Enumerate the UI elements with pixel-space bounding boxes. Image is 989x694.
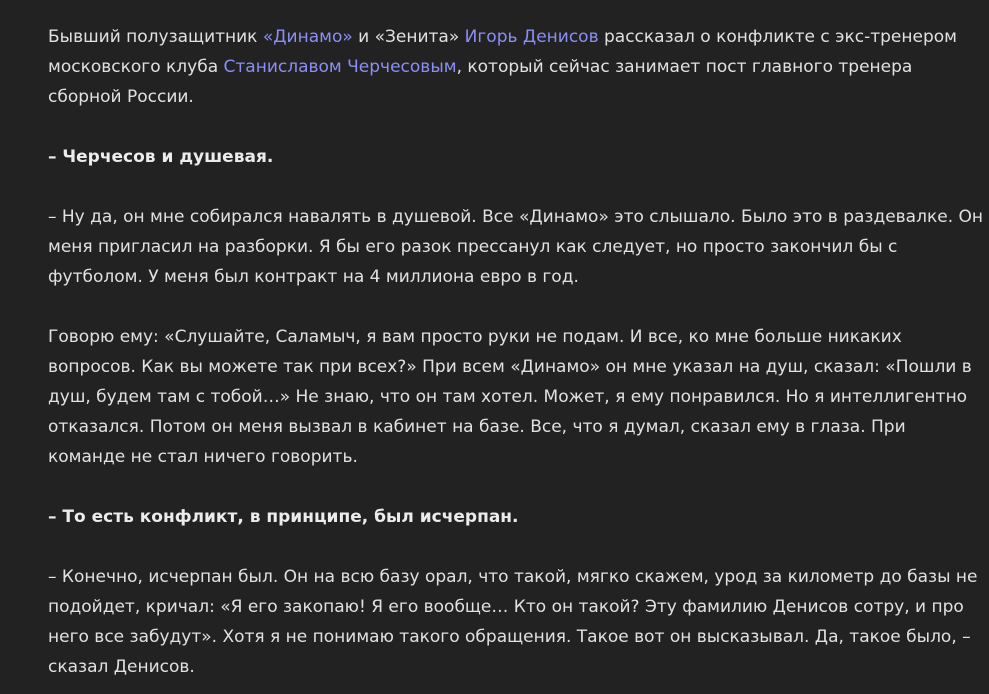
link-igor-denisov[interactable]: Игорь Денисов (464, 27, 599, 47)
intro-text-4: , который сейчас занимает пост главного тренера сборной России. (48, 57, 913, 107)
intro-text-2: и «Зенита» (352, 27, 465, 47)
interview-answer-1: – Ну да, он мне собирался навалять в душевой. Все «Динамо» это слышало. Было это в раздевалке. Он меня пригласил на разборки. Я бы его разок прессанул как следует, но просто закончил бы с футболом. У меня был контракт на 4 миллиона евро в год. (48, 207, 983, 287)
intro-paragraph (48, 22, 983, 112)
interview-question-1: – Черчесов и душевая. (48, 147, 274, 167)
intro-text-3: рассказал о конфликте с экс-тренером московского клуба (48, 27, 957, 77)
intro-text-1: Бывший полузащитник (48, 27, 263, 47)
interview-answer-1-continued: Говорю ему: «Слушайте, Саламыч, я вам просто руки не подам. И все, ко мне больше никаких вопросов. Как вы можете так при всех?» При всем «Динамо» он мне указал на душ, сказал: «Пошли в душ, будем там с тобой…» Не знаю, что он там хотел. Может, я ему понравился. Но я интеллигентно отказался. Потом он меня вызвал в кабинет на базе. Все, что я думал, сказал ему в глаза. При команде не стал ничего говорить. (48, 327, 972, 467)
article-body (48, 22, 983, 682)
interview-answer-2: – Конечно, исчерпан был. Он на всю базу орал, что такой, мягко скажем, урод за километр до базы не подойдет, кричал: «Я его закопаю! Я его вообще… Кто он такой? Эту фамилию Денисов сотру, и про него все забудут». Хотя я не понимаю такого обращения. Такое вот он высказывал. Да, такое было, – сказал Денисов. (48, 567, 978, 677)
link-stanislav-cherchesov[interactable]: Станиславом Черчесовым (223, 57, 457, 77)
interview-question-2: – То есть конфликт, в принципе, был исчерпан. (48, 507, 519, 527)
link-dinamo[interactable]: «Динамо» (262, 27, 353, 47)
